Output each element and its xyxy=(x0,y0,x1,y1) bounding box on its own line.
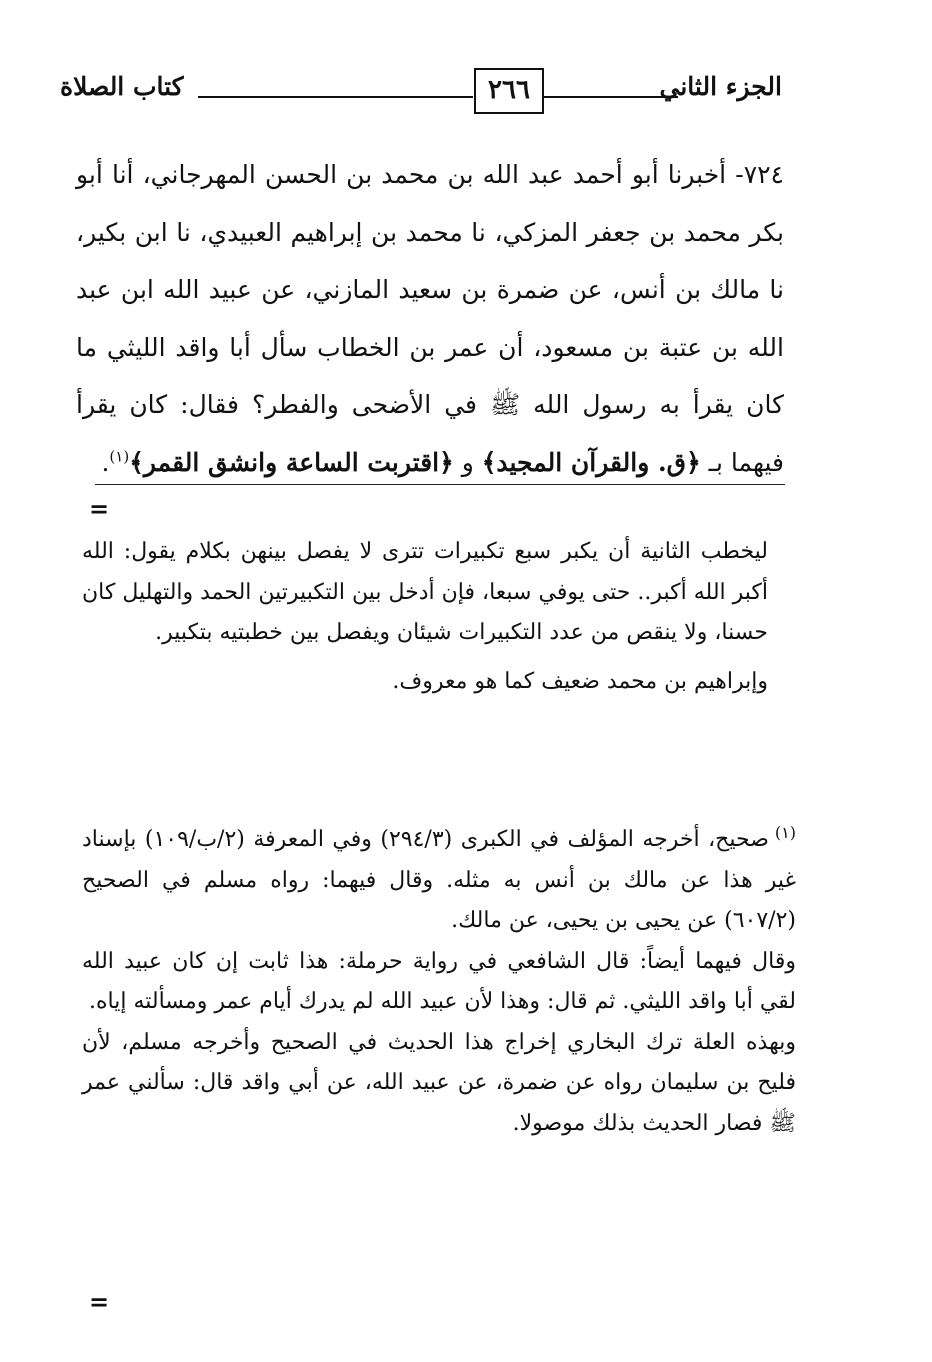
footnote-reference: (١) xyxy=(109,447,130,466)
page-number: ٢٦٦ xyxy=(474,68,544,114)
hadith-text: ٧٢٤- أخبرنا أبو أحمد عبد الله بن محمد بن الحسن المهرجاني، أنا أبو بكر محمد بن جعفر المزكي، نا محمد بن إبراهيم العبيدي، نا ابن بكير، نا مالك بن أنس، عن ضمرة بن سعيد المازني، عن عبيد الله ابن عبد الله بن عتبة بن مسعود، أن عمر بن الخطاب سأل أبا واقد الليثي ما كان يقرأ به رسول الله ﷺ في الأضحى والفطر؟ فقال: كان يقرأ فيهما بـ xyxy=(76,160,784,477)
footnote-paragraph xyxy=(82,820,796,942)
commentary-block xyxy=(82,532,768,702)
footnote-text: صحيح، أخرجه المؤلف في الكبرى (٢٩٤/٣) وفي المعرفة (٢/ب/١٠٩) بإسناد غير هذا عن مالك بن أنس به مثله. وقال فيهما: رواه مسلم في الصحيح (٦٠٧/٢) عن يحيى بن يحيى، عن مالك. xyxy=(82,827,796,933)
hadith-conjunction: و xyxy=(453,447,482,477)
commentary-paragraph: ليخطب الثانية أن يكبر سبع تكبيرات تترى لا يفصل بينهن بكلام يقول: الله أكبر الله أكبر.. حتى يوفي سبعا، فإن أدخل بين التكبيرتين الحمد والتهليل كان حسنا، ولا ينقص من عدد التكبيرات شيئان ويفصل بين خطبتيه بتكبير. xyxy=(82,539,768,645)
footnote-block xyxy=(82,820,796,1144)
quran-underline xyxy=(95,484,785,485)
quran-citation-1: ﴿ق. والقرآن المجيد﴾ xyxy=(481,447,701,477)
part-title: الجزء الثاني xyxy=(659,72,782,101)
footnote-paragraph: وقال فيهما أيضاً: قال الشافعي في رواية حرملة: هذا ثابت إن كان عبيد الله لقي أبا واقد الليثي. ثم قال: وهذا لأن عبيد الله لم يدرك أيام عمر ومسألته إياه. xyxy=(82,948,796,1014)
running-header xyxy=(60,62,782,122)
header-rule-left xyxy=(198,96,473,98)
hadith-paragraph xyxy=(76,146,784,491)
footnote-paragraph: وبهذه العلة ترك البخاري إخراج هذا الحديث في الصحيح وأخرجه مسلم، لأن فليح بن سليمان رواه عن ضمرة، عن عبيد الله، عن أبي واقد قال: سألني عمر ﷺ فصار الحديث بذلك موصولا. xyxy=(82,1029,796,1136)
footnote-number: (١) xyxy=(774,822,796,842)
continuation-mark-top: = xyxy=(89,494,110,523)
book-title: كتاب الصلاة xyxy=(60,72,184,101)
hadith-end: . xyxy=(101,447,110,477)
header-rule-right xyxy=(542,96,678,98)
continuation-mark-bottom: = xyxy=(89,1287,110,1316)
commentary-paragraph: وإبراهيم بن محمد ضعيف كما هو معروف. xyxy=(392,668,768,694)
quran-citation-2: ﴿اقتربت الساعة وانشق القمر﴾ xyxy=(129,447,454,477)
